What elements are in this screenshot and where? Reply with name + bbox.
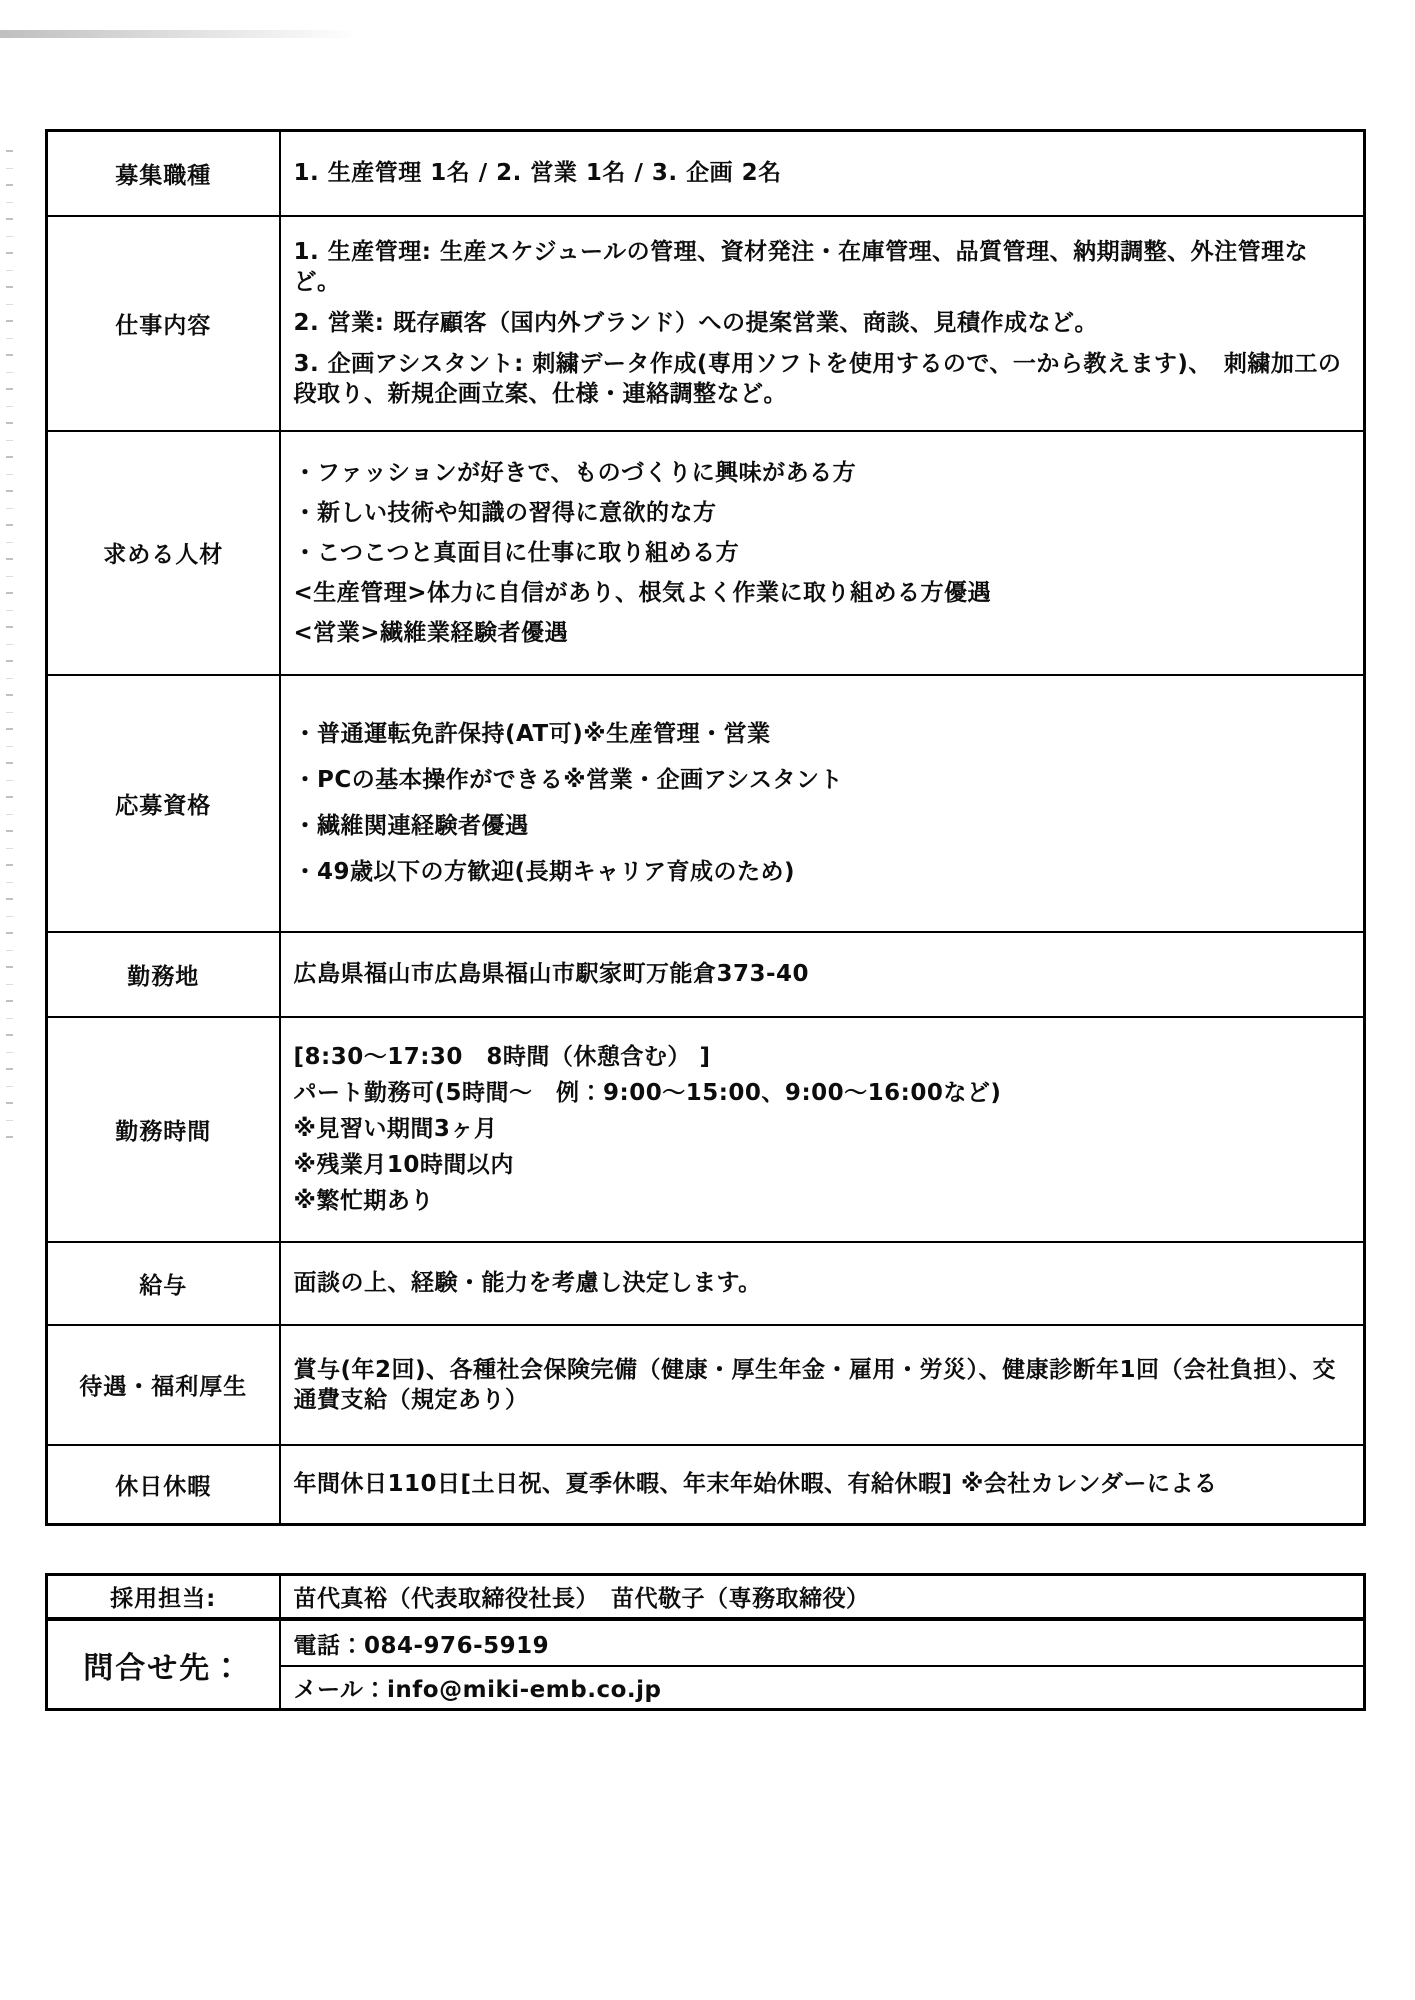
row-working-hours	[47, 1017, 1365, 1242]
cell-line: [8:30～17:30 8時間（休憩含む） ]	[293, 1044, 711, 1070]
row-salary	[47, 1242, 1365, 1325]
cell-line: 面談の上、経験・能力を考慮し決定します。	[293, 1270, 762, 1296]
row-label: 応募資格	[47, 675, 280, 932]
cell-line: ・新しい技術や知識の習得に意欲的な方	[293, 499, 717, 526]
row-label: 待遇・福利厚生	[47, 1325, 280, 1445]
cell-line: ・ファッションが好きで、ものづくりに興味がある方	[293, 459, 857, 486]
cell-line: 3. 企画アシスタント: 刺繍データ作成(専用ソフトを使用するので、一から教えます)、 刺繍加工の段取り、新規企画立案、仕様・連絡調整など。	[293, 351, 1342, 407]
cell-line: ・普通運転免許保持(AT可)※生産管理・営業	[293, 721, 771, 747]
cell-line: 賞与(年2回)、各種社会保険完備（健康・厚生年金・雇用・労災）、健康診断年1回（会社負担）、交通費支給（規定あり）	[293, 1356, 1337, 1413]
row-position	[47, 131, 1365, 216]
email-line: メール：info@miki-emb.co.jp	[280, 1666, 1365, 1710]
cell-line: ※繁忙期あり	[293, 1188, 434, 1214]
cell-line: 2. 営業: 既存顧客（国内外ブランド）への提案営業、商談、見積作成など。	[293, 310, 1098, 336]
cell-line: 1. 生産管理 1名 / 2. 営業 1名 / 3. 企画 2名	[293, 160, 782, 187]
cell-line: ※残業月10時間以内	[293, 1152, 514, 1178]
cell-line: ・PCの基本操作ができる※営業・企画アシスタント	[293, 767, 843, 793]
cell-line: ※見習い期間3ヶ月	[293, 1116, 498, 1142]
row-desired-profile	[47, 431, 1365, 675]
scan-noise-strip	[6, 150, 13, 1140]
cell-line: <生産管理>体力に自信があり、根気よく作業に取り組める方優遇	[293, 579, 992, 606]
cell-line: パート勤務可(5時間～ 例：9:00～15:00、9:00～16:00など)	[293, 1080, 1002, 1106]
row-label: 給与	[47, 1242, 280, 1325]
cell-line: ・49歳以下の方歓迎(長期キャリア育成のため)	[293, 859, 796, 885]
inquiry-label: 問合せ先：	[47, 1619, 280, 1710]
recruiter-value: 苗代真裕（代表取締役社長） 苗代敬子（専務取締役）	[280, 1575, 1365, 1620]
cell-line: ・こつこつと真面目に仕事に取り組める方	[293, 539, 740, 566]
row-label: 仕事内容	[47, 216, 280, 431]
cell-line: <営業>繊維業経験者優遇	[293, 619, 569, 646]
cell-line: 年間休日110日[土日祝、夏季休暇、年末年始休暇、有給休暇] ※会社カレンダーによる	[293, 1471, 1218, 1498]
row-benefits	[47, 1325, 1365, 1445]
job-posting-table	[45, 129, 1366, 1526]
cell-line: 広島県福山市広島県福山市駅家町万能倉373-40	[293, 961, 810, 987]
row-location	[47, 932, 1365, 1017]
row-holidays	[47, 1445, 1365, 1525]
cell-line: 1. 生産管理: 生産スケジュールの管理、資材発注・在庫管理、品質管理、納期調整、外注管理など。	[293, 239, 1309, 295]
cell-line: ・繊維関連経験者優遇	[293, 813, 529, 839]
scan-smudge	[0, 30, 360, 38]
row-label: 勤務時間	[47, 1017, 280, 1242]
contact-table	[45, 1573, 1366, 1711]
row-label: 勤務地	[47, 932, 280, 1017]
row-label: 休日休暇	[47, 1445, 280, 1525]
recruiter-label: 採用担当:	[47, 1575, 280, 1620]
row-label: 求める人材	[47, 431, 280, 675]
phone-line: 電話：084-976-5919	[280, 1619, 1365, 1666]
phone-row	[47, 1619, 1365, 1666]
row-job-description	[47, 216, 1365, 431]
recruiter-row	[47, 1575, 1365, 1620]
row-label: 募集職種	[47, 131, 280, 216]
row-qualifications	[47, 675, 1365, 932]
